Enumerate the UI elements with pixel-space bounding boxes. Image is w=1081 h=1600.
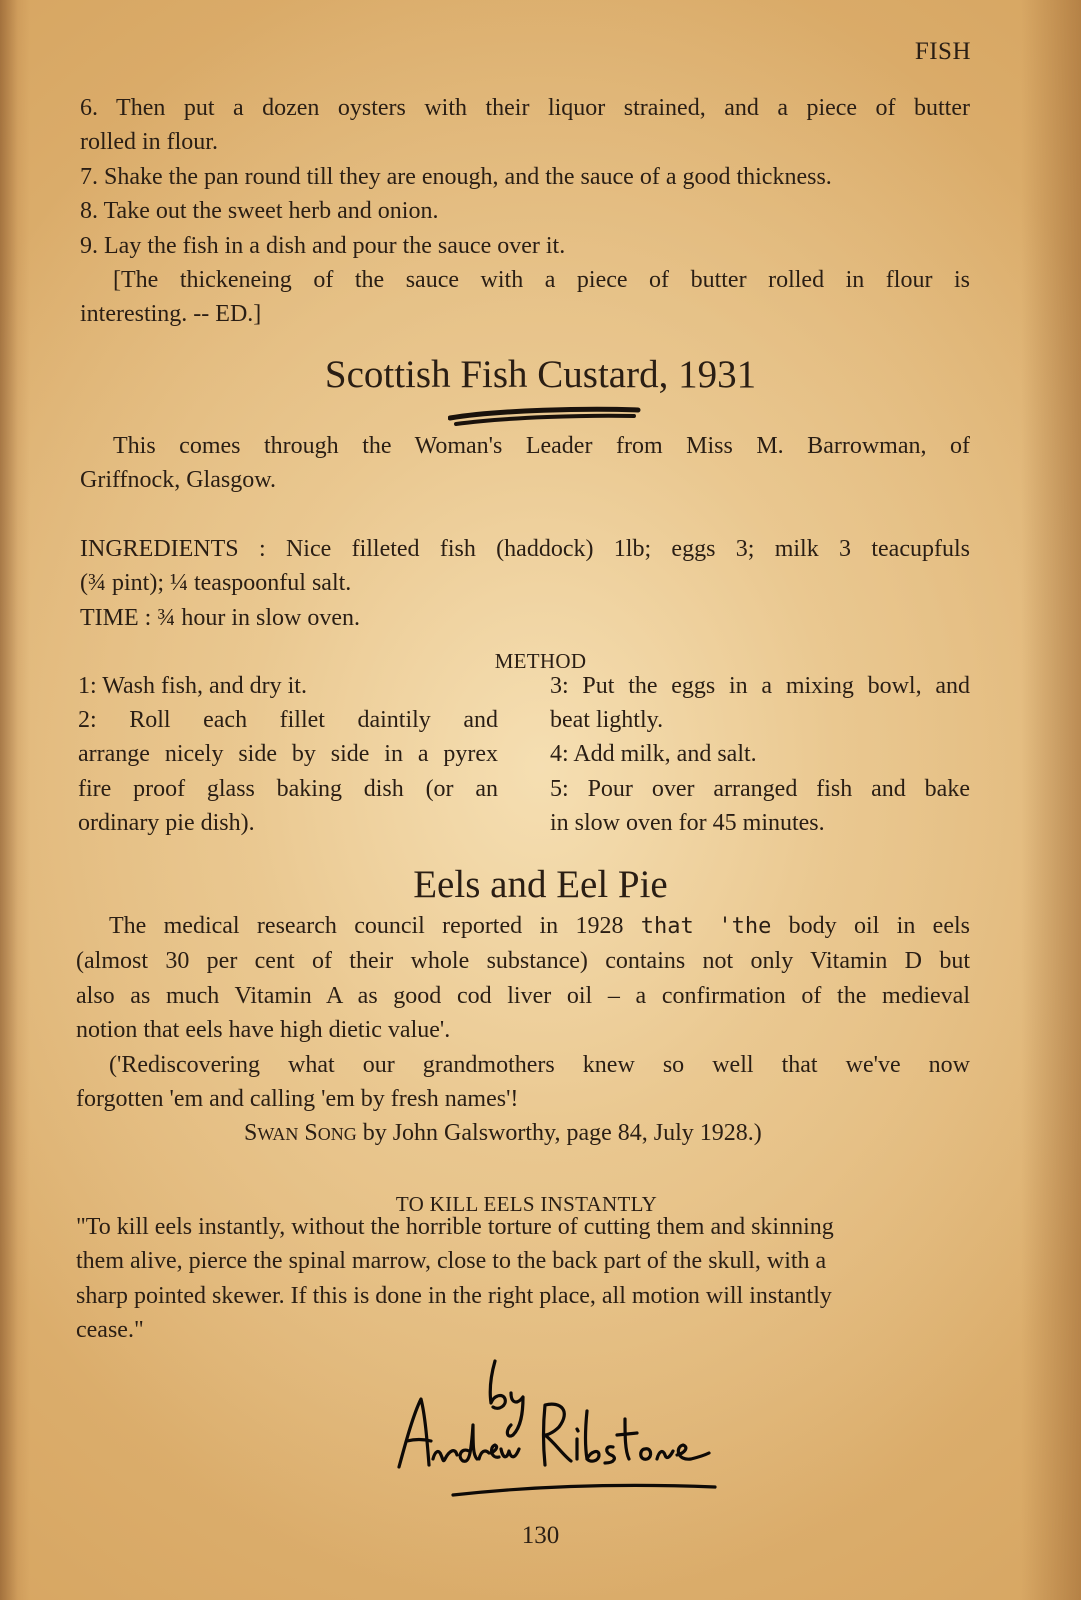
title-ink-underline bbox=[448, 404, 654, 430]
eels-p1-line-2: (almost 30 per cent of their whole substance) contains not only Vitamin D but bbox=[76, 948, 970, 975]
method-right-line: 3: Put the eggs in a mixing bowl, and bbox=[550, 673, 970, 699]
method-left-line: fire proof glass baking dish (or an bbox=[78, 775, 498, 802]
method-right-line: 5: Pour over arranged fish and bake bbox=[550, 775, 970, 802]
method-left-line: 1: Wash fish, and dry it. bbox=[78, 673, 307, 699]
continued-recipe bbox=[80, 91, 970, 332]
editor-note-line-1: [The thickeneing of the sauce with a piece of butter rolled in flour is bbox=[113, 267, 970, 294]
time-line: TIME : ¾ hour in slow oven. bbox=[80, 604, 360, 631]
citation-sc-rest: WAN bbox=[257, 1124, 299, 1145]
eels-citation bbox=[76, 1116, 970, 1151]
running-head: FISH bbox=[914, 38, 971, 65]
kill-eels-body bbox=[76, 1210, 970, 1348]
editor-note-line-2: interesting. -- ED.] bbox=[80, 301, 262, 328]
step-9: 9. Lay the fish in a dish and pour the sauce over it. bbox=[80, 232, 566, 259]
kill-line-1: "To kill eels instantly, without the horrible torture of cutting them and skinning bbox=[76, 1214, 834, 1240]
paper-left-shadow bbox=[0, 0, 30, 1600]
eels-p1-line-1 bbox=[76, 909, 970, 944]
ingredients-line-1: INGREDIENTS : Nice filleted fish (haddock) 1lb; eggs 3; milk 3 teacupfuls bbox=[80, 536, 970, 562]
eels-p2-line-2: forgotten 'em and calling 'em by fresh names'! bbox=[76, 1086, 519, 1113]
intro-line-1: This comes through the Woman's Leader from Miss M. Barrowman, of bbox=[113, 433, 970, 459]
eels-title: Eels and Eel Pie bbox=[413, 863, 668, 906]
page-number: 130 bbox=[521, 1522, 560, 1549]
eels-p2-line-1: ('Rediscovering what our grandmothers knew so well that we've now bbox=[109, 1051, 970, 1078]
method-right-line: in slow oven for 45 minutes. bbox=[550, 809, 825, 836]
kill-line-4: cease." bbox=[76, 1317, 144, 1344]
eels-body bbox=[76, 909, 970, 1152]
eels-p1-text-c: body oil in eels bbox=[771, 913, 970, 939]
paper-right-shadow bbox=[1021, 0, 1081, 1600]
fish-custard-title: Scottish Fish Custard, 1931 bbox=[324, 353, 757, 396]
fish-custard-ingredients bbox=[80, 532, 970, 635]
citation-sc-cap: S bbox=[304, 1120, 318, 1147]
method-left-column bbox=[78, 669, 498, 840]
eels-p1-line-3: also as much Vitamin A as good cod liver oil – a confirmation of the medieval bbox=[76, 982, 970, 1009]
method-left-line: arrange nicely side by side in a pyrex bbox=[78, 741, 498, 768]
kill-line-2: them alive, pierce the spinal marrow, close to the back part of the skull, with a bbox=[76, 1248, 827, 1275]
method-right-line: 4: Add milk, and salt. bbox=[550, 741, 757, 768]
fish-custard-intro bbox=[80, 429, 970, 498]
eels-p1-text-b: that 'the bbox=[640, 914, 772, 939]
citation-sc-rest: ONG bbox=[317, 1124, 357, 1145]
intro-line-2: Griffnock, Glasgow. bbox=[80, 467, 276, 494]
eels-p1-text-a: The medical research council reported in 1928 bbox=[109, 913, 641, 939]
kill-line-3: sharp pointed skewer. If this is done in the right place, all motion will instantly bbox=[76, 1282, 832, 1309]
method-right-column bbox=[550, 669, 970, 840]
eels-p1-line-4: notion that eels have high dietic value'. bbox=[76, 1017, 451, 1044]
step-8: 8. Take out the sweet herb and onion. bbox=[80, 198, 439, 225]
method-left-line: 2: Roll each fillet daintily and bbox=[78, 707, 498, 734]
kill-eels-heading: TO KILL EELS INSTANTLY bbox=[395, 1192, 658, 1216]
ingredients-line-2: (¾ pint); ¼ teaspoonful salt. bbox=[80, 570, 352, 597]
handwritten-signature bbox=[395, 1355, 735, 1505]
step-6-line-2: rolled in flour. bbox=[80, 129, 218, 156]
citation-rest: by John Galsworthy, page 84, July 1928.) bbox=[356, 1120, 762, 1147]
citation-sc-cap: S bbox=[244, 1120, 258, 1147]
method-right-line: beat lightly. bbox=[550, 707, 664, 734]
method-heading: METHOD bbox=[494, 649, 587, 673]
method-left-line: ordinary pie dish). bbox=[78, 809, 255, 836]
step-6-line-1: 6. Then put a dozen oysters with their liquor strained, and a piece of butter bbox=[80, 95, 970, 121]
step-7: 7. Shake the pan round till they are enough, and the sauce of a good thickness. bbox=[80, 163, 832, 190]
